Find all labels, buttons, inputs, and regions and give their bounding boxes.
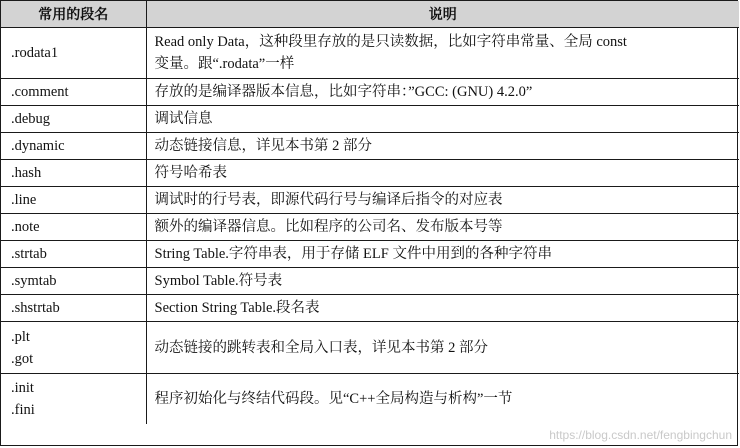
table-row <box>1 214 739 241</box>
description-line: 程序初始化与终结代码段。见“C++全局构造与析构”一节 <box>154 390 513 407</box>
section-name: .dynamic <box>11 138 65 154</box>
section-name: .shstrtab <box>11 300 60 316</box>
section-name-cell <box>1 160 146 187</box>
section-name: .comment <box>11 84 69 100</box>
section-name-cell <box>1 241 146 268</box>
header-section-name: 常用的段名 <box>1 1 146 28</box>
description-line: 动态链接的跳转表和全局入口表，详见本书第 2 部分 <box>154 339 488 356</box>
description-line: 调试信息 <box>154 111 213 127</box>
description-line: 调试时的行号表，即源代码行号与编译后指令的对应表 <box>154 192 503 208</box>
section-name-cell <box>1 28 146 79</box>
description-cell <box>146 28 739 79</box>
description-cell <box>146 160 739 187</box>
section-name-cell <box>1 374 146 424</box>
watermark: https://blog.csdn.net/fengbingchun <box>549 428 732 442</box>
table-row <box>1 187 739 214</box>
section-name: .strtab <box>11 246 47 262</box>
section-name: .debug <box>11 111 51 127</box>
description-cell <box>146 106 739 133</box>
section-name: .got <box>11 350 34 367</box>
description-line: 存放的是编译器版本信息，比如字符串：”GCC: (GNU) 4.2.0” <box>154 84 533 100</box>
description-cell <box>146 214 739 241</box>
section-names-table <box>1 1 739 424</box>
description-cell <box>146 374 739 424</box>
table-row <box>1 133 739 160</box>
section-name-cell <box>1 133 146 160</box>
table-row <box>1 79 739 106</box>
table-row <box>1 295 739 322</box>
description-cell <box>146 241 739 268</box>
description-line: Read only Data，这种段里存放的是只读数据，比如字符串常量、全局 const <box>154 34 627 50</box>
section-name-cell <box>1 187 146 214</box>
section-name: .fini <box>11 401 35 418</box>
section-name: .hash <box>11 165 42 181</box>
section-name: .rodata1 <box>11 45 59 61</box>
table-row <box>1 160 739 187</box>
description-line: 变量。跟“.rodata”一样 <box>154 56 295 72</box>
description-cell <box>146 133 739 160</box>
description-cell <box>146 268 739 295</box>
description-cell <box>146 79 739 106</box>
table-row <box>1 241 739 268</box>
section-name: .symtab <box>11 273 57 289</box>
section-name-cell <box>1 214 146 241</box>
table-header-row <box>1 1 739 28</box>
table-row <box>1 106 739 133</box>
section-name-cell <box>1 106 146 133</box>
table-row <box>1 28 739 79</box>
table-row <box>1 374 739 424</box>
description-line: Section String Table.段名表 <box>154 300 320 316</box>
description-cell <box>146 187 739 214</box>
description-cell <box>146 322 739 374</box>
table-row <box>1 268 739 295</box>
header-description: 说明 <box>146 1 739 28</box>
description-line: String Table.字符串表，用于存储 ELF 文件中用到的各种字符串 <box>154 246 552 262</box>
section-name: .init <box>11 379 34 396</box>
section-name: .note <box>11 219 40 235</box>
description-line: 符号哈希表 <box>154 165 227 181</box>
section-name-cell <box>1 295 146 322</box>
section-name-cell <box>1 79 146 106</box>
section-name-cell <box>1 268 146 295</box>
description-line: Symbol Table.符号表 <box>154 273 283 289</box>
description-cell <box>146 295 739 322</box>
section-name: .plt <box>11 328 30 345</box>
description-line: 额外的编译器信息。比如程序的公司名、发布版本号等 <box>154 219 503 235</box>
section-name: .line <box>11 192 37 208</box>
table-row <box>1 322 739 374</box>
section-name-cell <box>1 322 146 374</box>
description-line: 动态链接信息，详见本书第 2 部分 <box>154 138 372 154</box>
